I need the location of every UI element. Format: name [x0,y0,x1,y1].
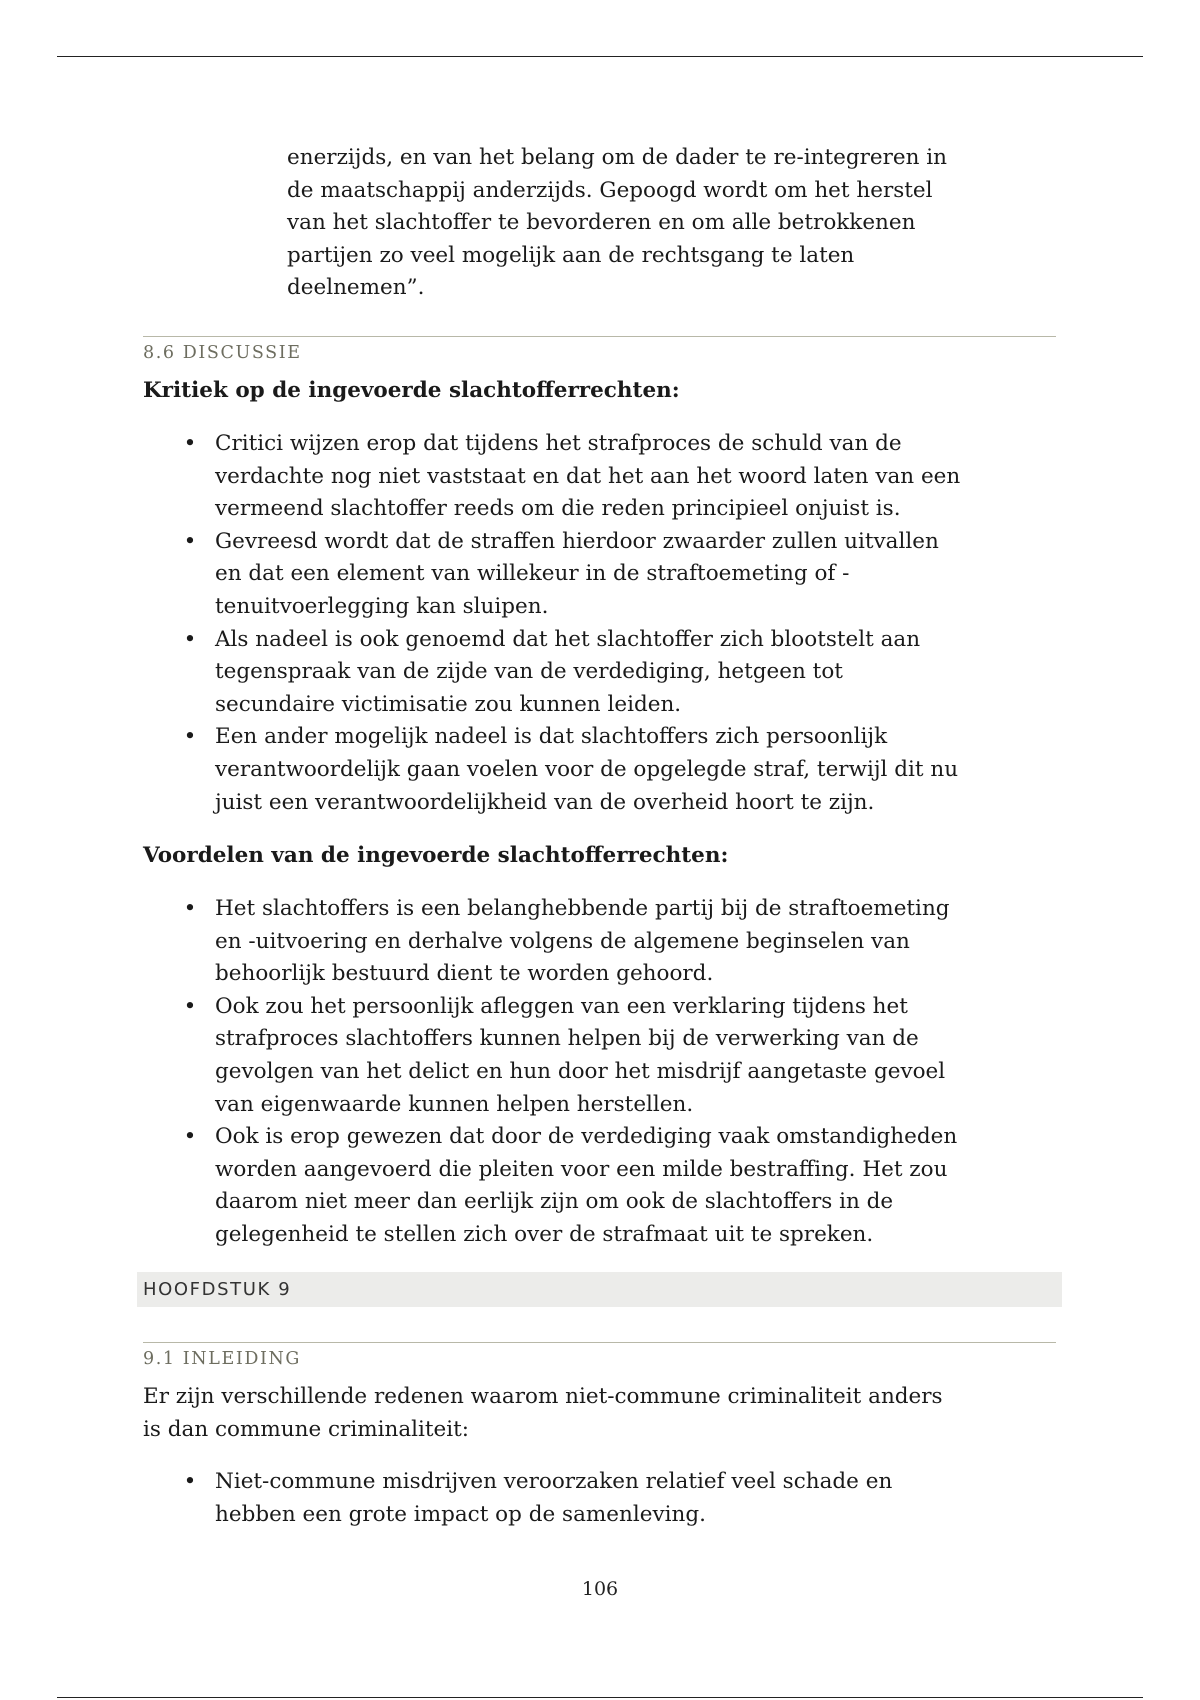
list-item-line: behoorlijk bestuurd dient te worden gehoord. [215,961,714,987]
quote-line: partijen zo veel mogelijk aan de rechtsgang te laten [287,242,855,268]
list-item-line: daarom niet meer dan eerlijk zijn om ook de slachtoffers in de [215,1189,894,1215]
list-item-line: tenuitvoerlegging kan sluipen. [215,593,549,619]
list-item-line: worden aangevoerd die pleiten voor een milde bestraffing. Het zou [215,1156,948,1182]
chapter-band [137,1272,1062,1307]
list-item [143,991,1063,1121]
list-item-line: tegenspraak van de zijde van de verdediging, hetgeen tot [215,659,843,685]
list-item-line: van eigenwaarde kunnen helpen herstellen. [215,1091,694,1117]
quote-line: enerzijds, en van het belang om de dader te re-integreren in [287,145,948,170]
list-item [143,428,1063,526]
list-item [143,721,1063,819]
section-label-8-6: 8.6 DISCUSSIE [143,343,302,363]
quote-continuation [287,142,1077,305]
section-divider [143,1342,1056,1343]
list-item-line: secundaire victimisatie zou kunnen leiden. [215,691,682,717]
list-item [143,1121,1063,1251]
list-item [143,1466,1063,1531]
quote-line: de maatschappij anderzijds. Gepoogd wordt om het herstel [287,177,933,203]
list-item-line: Critici wijzen erop dat tijdens het strafproces de schuld van de [215,431,902,456]
critique-list [143,428,1063,819]
list-item-line: Gevreesd wordt dat de straffen hierdoor zwaarder zullen uitvallen [215,528,939,554]
paragraph-line: Er zijn verschillende redenen waarom niet-commune criminaliteit anders [143,1384,943,1409]
bullet-icon: • [183,528,197,554]
list-item-line: Ook zou het persoonlijk afleggen van een verklaring tijdens het [215,993,908,1019]
reasons-list [143,1466,1063,1531]
bullet-icon: • [183,626,197,652]
list-item-line: Ook is erop gewezen dat door de verdediging vaak omstandigheden [215,1124,958,1150]
bullet-icon: • [183,431,197,456]
list-item [143,624,1063,722]
list-item-line: hebben een grote impact op de samenleving. [215,1501,706,1527]
page-number: 106 [581,1578,619,1600]
section-label-9-1: 9.1 INLEIDING [143,1349,301,1369]
list-item-line: Als nadeel is ook genoemd dat het slachtoffer zich blootstelt aan [215,626,921,652]
list-item-line: Niet-commune misdrijven veroorzaken relatief veel schade en [215,1469,893,1494]
quote-line: deelnemen”. [287,275,425,301]
list-item-line: vermeend slachtoffer reeds om die reden principieel onjuist is. [215,496,901,522]
list-item-line: verantwoordelijk gaan voelen voor de opgelegde straf, terwijl dit nu [215,756,959,782]
list-item-line: en -uitvoering en derhalve volgens de algemene beginselen van [215,928,910,954]
list-item-line: juist een verantwoordelijkheid van de overheid hoort te zijn. [215,789,875,815]
paragraph-line: is dan commune criminaliteit: [143,1416,470,1442]
list-item-line: strafproces slachtoffers kunnen helpen bij de verwerking van de [215,1026,919,1052]
list-item [143,893,1063,991]
list-item-line: en dat een element van willekeur in de straftoemeting of - [215,561,850,587]
list-item-line: verdachte nog niet vaststaat en dat het aan het woord laten van een [215,463,961,489]
list-item-line: gevolgen van het delict en hun door het misdrijf aangetaste gevoel [215,1058,946,1084]
bullet-icon: • [183,1124,197,1150]
quote-line: van het slachtoffer te bevorderen en om alle betrokkenen [287,210,916,236]
list-item-line: Een ander mogelijk nadeel is dat slachtoffers zich persoonlijk [215,724,888,750]
list-item-line: gelegenheid te stellen zich over de strafmaat uit te spreken. [215,1221,874,1247]
intro-paragraph [143,1381,1063,1446]
benefits-heading: Voordelen van de ingevoerde slachtofferrechten: [143,843,729,868]
bullet-icon: • [183,993,197,1019]
critique-heading: Kritiek op de ingevoerde slachtofferrechten: [143,378,680,403]
section-divider [143,336,1056,337]
footer-rule [57,1697,1143,1698]
list-item [143,526,1063,624]
benefits-list [143,893,1063,1252]
bullet-icon: • [183,1469,197,1494]
chapter-title: HOOFDSTUK 9 [143,1279,292,1300]
bullet-icon: • [183,896,197,921]
header-rule [57,56,1143,57]
bullet-icon: • [183,724,197,750]
list-item-line: Het slachtoffers is een belanghebbende partij bij de straftoemeting [215,896,950,921]
